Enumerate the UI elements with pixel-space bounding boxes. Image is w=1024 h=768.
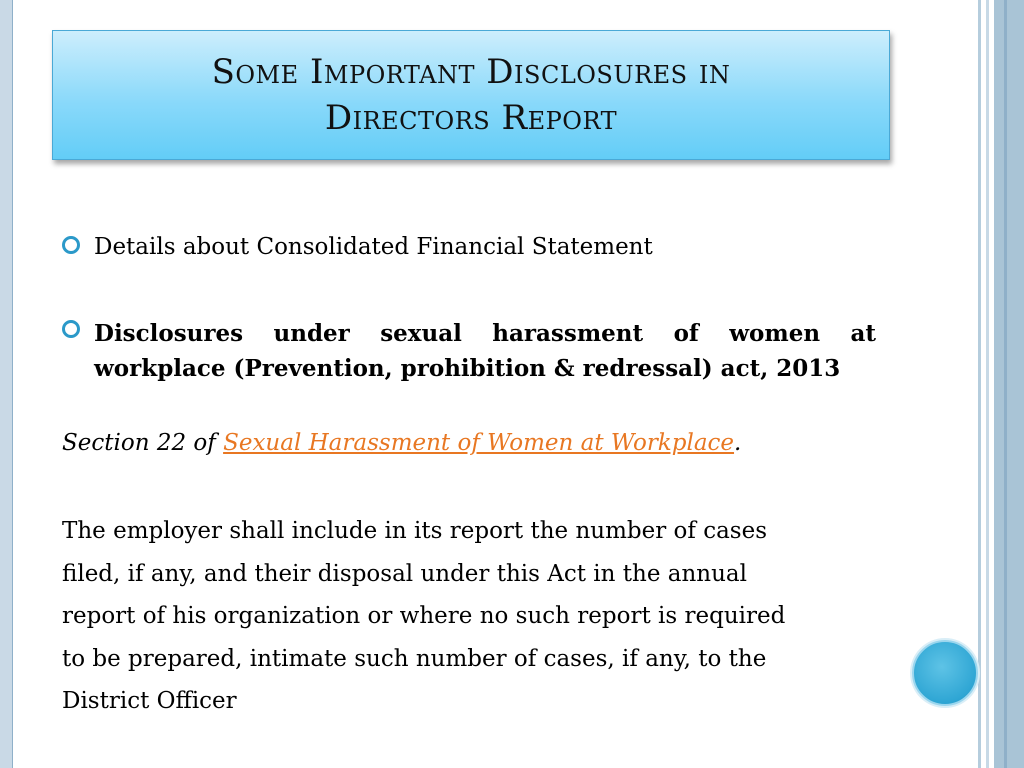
paragraph-line: The employer shall include in its report the number of cases [62, 518, 768, 544]
decorative-circle [912, 640, 978, 706]
act-link[interactable]: Sexual Harassment of Women at Workplace [223, 430, 735, 456]
slide-title-line-2: Directors Report [324, 98, 618, 138]
bullet-item-2 [62, 316, 876, 386]
slide-title [91, 49, 851, 141]
bullet-item-1 [62, 232, 653, 262]
bullet-text-2: Disclosures under sexual harassment of women at workplace (Prevention, prohibition & redressal) act, 2013 [94, 320, 876, 382]
section-prefix: Section 22 of [62, 430, 224, 456]
slide-title-box [52, 30, 890, 160]
paragraph-line: to be prepared, intimate such number of cases, if any, to the [62, 645, 767, 672]
slide-title-line-1: Some Important Disclosures in [211, 52, 731, 92]
section-suffix: . [734, 430, 742, 456]
ring-bullet-icon [62, 236, 80, 254]
ring-bullet-icon [62, 320, 80, 338]
section-reference [62, 427, 741, 459]
employer-obligation-paragraph [62, 510, 892, 723]
paragraph-line: report of his organization or where no such report is required [62, 603, 786, 629]
bullet-text-1: Details about Consolidated Financial Statement [94, 234, 653, 260]
paragraph-line: District Officer [62, 688, 237, 714]
left-border-decoration [0, 0, 13, 768]
paragraph-line: filed, if any, and their disposal under this Act in the annual [62, 560, 747, 587]
right-stripes-decoration [972, 0, 1024, 768]
